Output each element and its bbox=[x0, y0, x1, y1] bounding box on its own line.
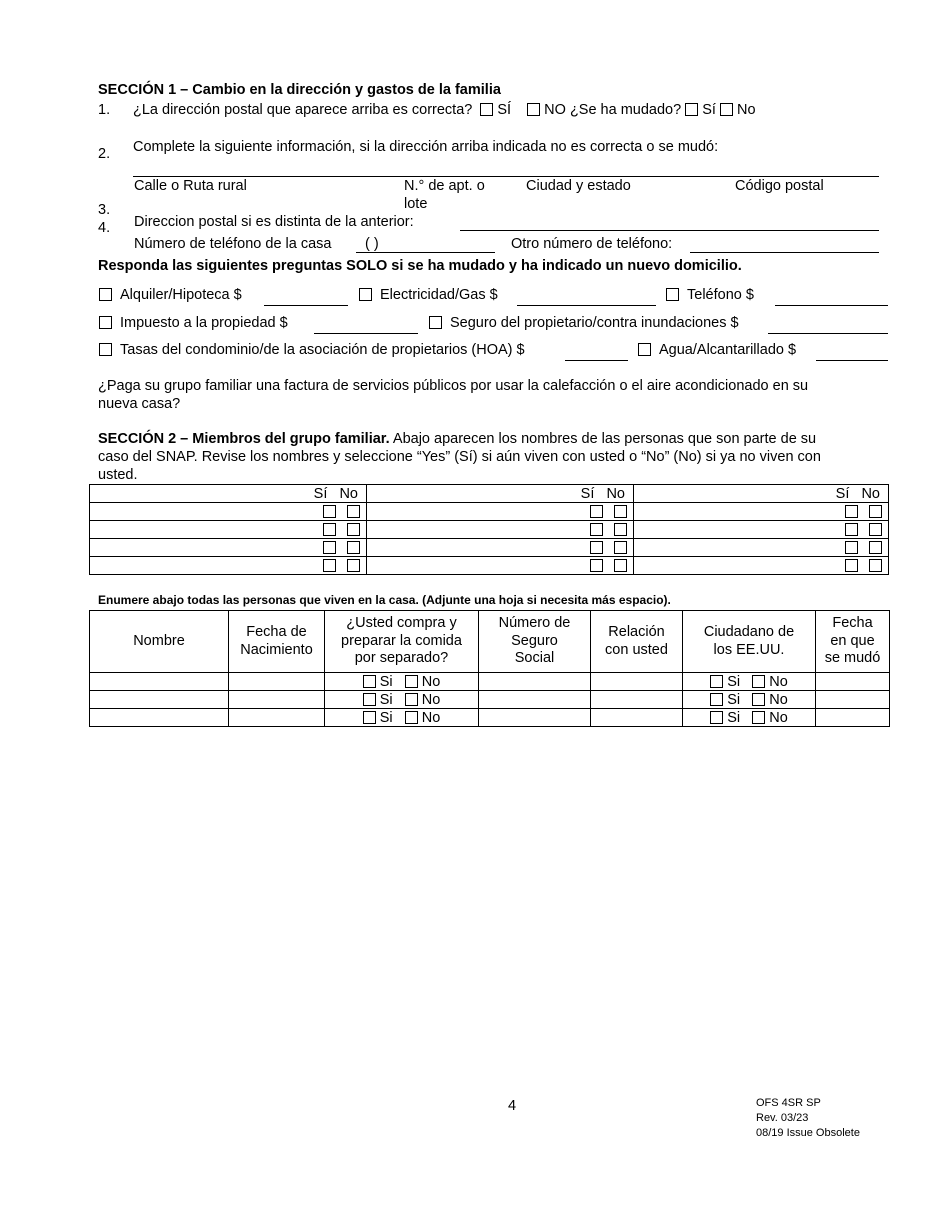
member-cell bbox=[634, 521, 889, 539]
electric-amount-line[interactable] bbox=[517, 305, 656, 306]
ssn-cell[interactable] bbox=[479, 691, 591, 709]
section2-intro-3: usted. bbox=[98, 467, 138, 483]
form-number: OFS 4SR SP bbox=[756, 1097, 821, 1109]
section2-title: SECCIÓN 2 – Miembros del grupo familiar. bbox=[98, 431, 390, 447]
section1-title: SECCIÓN 1 – Cambio en la dirección y gastos de la familia bbox=[98, 82, 501, 98]
member-no-checkbox[interactable] bbox=[869, 541, 882, 554]
member-yes-checkbox[interactable] bbox=[590, 505, 603, 518]
member-yes-checkbox[interactable] bbox=[590, 541, 603, 554]
page-number: 4 bbox=[508, 1098, 517, 1114]
food-no-checkbox[interactable] bbox=[405, 711, 418, 724]
moved-yes-label: Sí bbox=[702, 102, 716, 118]
property-tax-checkbox[interactable] bbox=[99, 316, 112, 329]
moved-date-cell[interactable] bbox=[816, 709, 890, 727]
member-no-checkbox[interactable] bbox=[347, 559, 360, 572]
members-header-3: Sí No bbox=[634, 485, 889, 503]
member-no-checkbox[interactable] bbox=[614, 505, 627, 518]
relation-cell[interactable] bbox=[591, 709, 683, 727]
member-cell bbox=[367, 539, 634, 557]
phone-checkbox[interactable] bbox=[666, 288, 679, 301]
citizen-cell: Si No bbox=[683, 673, 816, 691]
electric-label: Electricidad/Gas $ bbox=[380, 287, 498, 303]
q3-number: 3. bbox=[98, 202, 111, 218]
phone-amount-line[interactable] bbox=[775, 305, 888, 306]
member-no-checkbox[interactable] bbox=[347, 523, 360, 536]
dob-cell[interactable] bbox=[229, 691, 325, 709]
new-address-line[interactable] bbox=[133, 176, 879, 177]
section2-intro bbox=[98, 431, 816, 447]
col-citizen: Ciudadano de los EE.UU. bbox=[683, 611, 816, 673]
other-phone-label: Otro número de teléfono: bbox=[511, 236, 673, 252]
water-label: Agua/Alcantarillado $ bbox=[659, 342, 797, 358]
citizen-yes-checkbox[interactable] bbox=[710, 711, 723, 724]
member-cell bbox=[90, 521, 367, 539]
member-yes-checkbox[interactable] bbox=[590, 559, 603, 572]
member-cell bbox=[90, 557, 367, 575]
mailing-address-line[interactable] bbox=[460, 230, 879, 231]
electric-checkbox[interactable] bbox=[359, 288, 372, 301]
member-yes-checkbox[interactable] bbox=[323, 523, 336, 536]
citizen-yes-checkbox[interactable] bbox=[710, 675, 723, 688]
member-yes-checkbox[interactable] bbox=[845, 559, 858, 572]
member-no-checkbox[interactable] bbox=[347, 505, 360, 518]
member-no-checkbox[interactable] bbox=[614, 541, 627, 554]
household-title: Enumere abajo todas las personas que viven en la casa. (Adjunte una hoja si necesita más espacio). bbox=[98, 593, 671, 607]
citizen-yes-checkbox[interactable] bbox=[710, 693, 723, 706]
insurance-amount-line[interactable] bbox=[768, 333, 888, 334]
food-cell: Si No bbox=[325, 673, 479, 691]
citizen-cell: Si No bbox=[683, 709, 816, 727]
moved-question: ¿Se ha mudado? bbox=[569, 102, 682, 118]
moved-date-cell[interactable] bbox=[816, 673, 890, 691]
member-cell bbox=[367, 521, 634, 539]
moved-no-label: No bbox=[737, 102, 756, 118]
member-yes-checkbox[interactable] bbox=[323, 505, 336, 518]
member-cell bbox=[634, 503, 889, 521]
q4-number: 4. bbox=[98, 220, 111, 236]
name-cell[interactable] bbox=[90, 709, 229, 727]
citizen-cell: Si No bbox=[683, 691, 816, 709]
hoa-amount-line[interactable] bbox=[565, 360, 628, 361]
utility-question: ¿Paga su grupo familiar una factura de servicios públicos por usar la calefacción o el aire acondicionado en su bbox=[98, 378, 809, 394]
moved-yes-checkbox[interactable] bbox=[685, 103, 698, 116]
q1-number: 1. bbox=[98, 102, 111, 118]
other-phone-line[interactable] bbox=[690, 252, 879, 253]
member-cell bbox=[90, 503, 367, 521]
col-dob: Fecha de Nacimiento bbox=[229, 611, 325, 673]
col-moved-date: Fecha en que se mudó bbox=[816, 611, 890, 673]
col-relation: Relación con usted bbox=[591, 611, 683, 673]
property-tax-label: Impuesto a la propiedad $ bbox=[120, 315, 288, 331]
insurance-checkbox[interactable] bbox=[429, 316, 442, 329]
members-header-1: Sí No bbox=[90, 485, 367, 503]
member-no-checkbox[interactable] bbox=[869, 523, 882, 536]
food-no-checkbox[interactable] bbox=[405, 693, 418, 706]
food-no-checkbox[interactable] bbox=[405, 675, 418, 688]
member-no-checkbox[interactable] bbox=[614, 559, 627, 572]
member-yes-checkbox[interactable] bbox=[845, 505, 858, 518]
ssn-cell[interactable] bbox=[479, 673, 591, 691]
citizen-no-checkbox[interactable] bbox=[752, 711, 765, 724]
city-label: Ciudad y estado bbox=[526, 178, 631, 194]
member-no-checkbox[interactable] bbox=[347, 541, 360, 554]
table-row bbox=[90, 557, 889, 575]
food-yes-checkbox[interactable] bbox=[363, 693, 376, 706]
member-yes-checkbox[interactable] bbox=[590, 523, 603, 536]
member-no-checkbox[interactable] bbox=[869, 505, 882, 518]
address-correct-no-checkbox[interactable] bbox=[527, 103, 540, 116]
household-table bbox=[89, 610, 890, 727]
rent-amount-line[interactable] bbox=[264, 305, 348, 306]
relation-cell[interactable] bbox=[591, 691, 683, 709]
rent-label: Alquiler/Hipoteca $ bbox=[120, 287, 242, 303]
relation-cell[interactable] bbox=[591, 673, 683, 691]
q1-yes-label: SÍ bbox=[497, 102, 512, 118]
moved-no-checkbox[interactable] bbox=[720, 103, 733, 116]
household-header-row bbox=[90, 611, 890, 673]
moved-date-cell[interactable] bbox=[816, 691, 890, 709]
q2-number: 2. bbox=[98, 146, 111, 162]
dob-cell[interactable] bbox=[229, 673, 325, 691]
member-yes-checkbox[interactable] bbox=[323, 541, 336, 554]
col-food: ¿Usted compra y preparar la comida por separado? bbox=[325, 611, 479, 673]
member-yes-checkbox[interactable] bbox=[323, 559, 336, 572]
food-yes-checkbox[interactable] bbox=[363, 675, 376, 688]
table-row bbox=[90, 539, 889, 557]
table-row bbox=[90, 521, 889, 539]
member-cell bbox=[367, 503, 634, 521]
water-checkbox[interactable] bbox=[638, 343, 651, 356]
member-yes-checkbox[interactable] bbox=[845, 523, 858, 536]
table-row bbox=[90, 691, 890, 709]
moved-note: Responda las siguientes preguntas SOLO si se ha mudado y ha indicado un nuevo domicilio. bbox=[98, 258, 742, 274]
water-amount-line[interactable] bbox=[816, 360, 888, 361]
obsolete-note: 08/19 Issue Obsolete bbox=[756, 1127, 860, 1139]
col-ssn: Número de Seguro Social bbox=[479, 611, 591, 673]
rent-checkbox[interactable] bbox=[99, 288, 112, 301]
section2-intro-2: caso del SNAP. Revise los nombres y seleccione “Yes” (Sí) si aún viven con usted o “No” (No) si ya no viven con bbox=[98, 449, 821, 465]
hoa-label: Tasas del condominio/de la asociación de propietarios (HOA) $ bbox=[120, 342, 525, 358]
phone-label: Teléfono $ bbox=[687, 287, 754, 303]
apt-label: N.° de apt. o bbox=[404, 178, 485, 194]
q4-text: Número de teléfono de la casa bbox=[134, 236, 332, 252]
food-cell: Si No bbox=[325, 691, 479, 709]
table-row bbox=[90, 709, 890, 727]
dob-cell[interactable] bbox=[229, 709, 325, 727]
member-no-checkbox[interactable] bbox=[614, 523, 627, 536]
street-label: Calle o Ruta rural bbox=[134, 178, 247, 194]
food-cell: Si No bbox=[325, 709, 479, 727]
members-header-row bbox=[90, 485, 889, 503]
insurance-label: Seguro del propietario/contra inundaciones $ bbox=[450, 315, 739, 331]
food-yes-checkbox[interactable] bbox=[363, 711, 376, 724]
apt-label-2: lote bbox=[404, 196, 428, 212]
citizen-no-checkbox[interactable] bbox=[752, 693, 765, 706]
hoa-checkbox[interactable] bbox=[99, 343, 112, 356]
member-cell bbox=[367, 557, 634, 575]
utility-question-2: nueva casa? bbox=[98, 396, 181, 412]
q1-row bbox=[133, 102, 756, 118]
member-no-checkbox[interactable] bbox=[869, 559, 882, 572]
name-cell[interactable] bbox=[90, 691, 229, 709]
citizen-no-checkbox[interactable] bbox=[752, 675, 765, 688]
members-header-2: Sí No bbox=[367, 485, 634, 503]
property-tax-amount-line[interactable] bbox=[314, 333, 418, 334]
section2-intro-1: Abajo aparecen los nombres de las personas que son parte de su bbox=[389, 431, 817, 447]
table-row bbox=[90, 503, 889, 521]
q3-text: Direccion postal si es distinta de la anterior: bbox=[134, 214, 414, 230]
member-cell bbox=[90, 539, 367, 557]
member-cell bbox=[634, 557, 889, 575]
home-phone-paren: ( ) bbox=[365, 236, 379, 252]
member-yes-checkbox[interactable] bbox=[845, 541, 858, 554]
q2-text: Complete la siguiente información, si la dirección arriba indicada no es correcta o se mudó: bbox=[133, 139, 719, 155]
table-row bbox=[90, 673, 890, 691]
ssn-cell[interactable] bbox=[479, 709, 591, 727]
name-cell[interactable] bbox=[90, 673, 229, 691]
col-name: Nombre bbox=[90, 611, 229, 673]
q1-no-label: NO bbox=[544, 102, 566, 118]
members-table bbox=[89, 484, 889, 575]
member-cell bbox=[634, 539, 889, 557]
zip-label: Código postal bbox=[735, 178, 824, 194]
home-phone-line[interactable] bbox=[356, 252, 495, 253]
q1-text: ¿La dirección postal que aparece arriba es correcta? bbox=[133, 102, 473, 118]
address-correct-yes-checkbox[interactable] bbox=[480, 103, 493, 116]
revision: Rev. 03/23 bbox=[756, 1112, 809, 1124]
